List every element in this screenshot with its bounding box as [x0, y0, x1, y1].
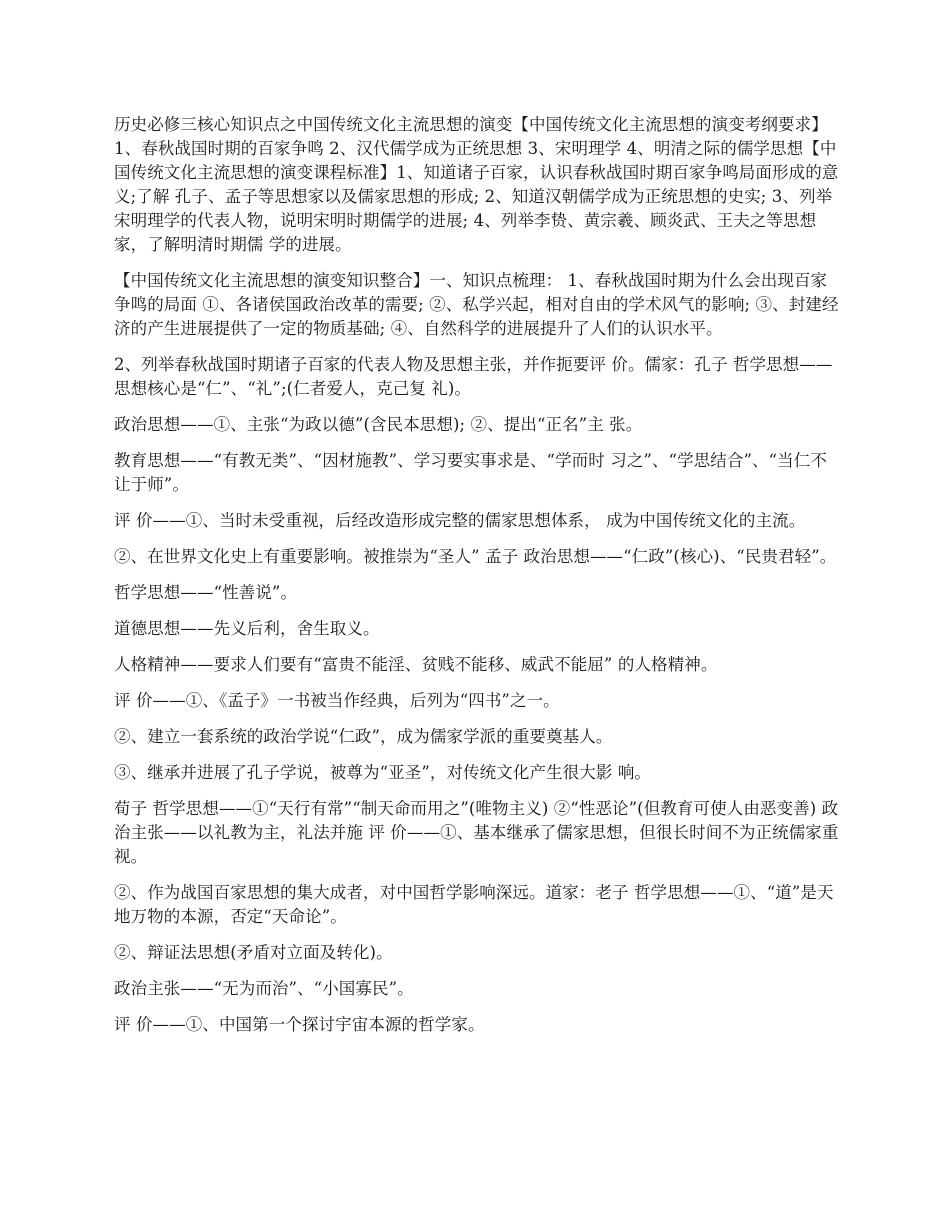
paragraph-5: 教育思想——“有教无类”、“因材施教”、学习要实事求是、“学而时 习之”、“学思结合”、“当仁不让于师”。 [114, 451, 827, 494]
paragraph-13: ③、继承并进展了孔子学说，被尊为“亚圣”，对传统文化产生很大影 响。 [114, 763, 652, 782]
paragraph-4: 政治思想——①、主张“为政以德”(含民本思想); ②、提出“正名”主 张。 [114, 415, 643, 434]
paragraph-6: 评 价——①、当时未受重视，后经改造形成完整的儒家思想体系， 成为中国传统文化的主流。 [114, 511, 806, 530]
paragraph-3: 2、列举春秋战国时期诸子百家的代表人物及思想主张，并作扼要评 价。儒家：孔子 哲学思想——思想核心是“仁”、“礼”;(仁者爱人，克己复 礼)。 [114, 355, 833, 398]
paragraph-18: 评 价——①、中国第一个探讨宇宙本源的哲学家。 [114, 1015, 485, 1034]
paragraph-10: 人格精神——要求人们要有“富贵不能淫、贫贱不能移、威武不能屈” 的人格精神。 [114, 655, 718, 674]
document-body [114, 113, 840, 1049]
paragraph-12: ②、建立一套系统的政治学说“仁政”，成为儒家学派的重要奠基人。 [114, 727, 613, 746]
paragraph-2: 【中国传统文化主流思想的演变知识整合】一、知识点梳理： 1、春秋战国时期为什么会出现百家争鸣的局面 ①、各诸侯国政治改革的需要; ②、私学兴起，相对自由的学术风气的影响; ③、封建经济的产生进展提供了一定的物质基础; ④、自然科学的进展提升了人们的认识水平。 [114, 271, 839, 338]
paragraph-15: ②、作为战国百家思想的集大成者，对中国哲学影响深远。道家：老子 哲学思想——①、“道”是天地万物的本源，否定“天命论”。 [114, 883, 834, 926]
paragraph-17: 政治主张——“无为而治”、“小国寡民”。 [114, 979, 414, 998]
paragraph-7: ②、在世界文化史上有重要影响。被推崇为“圣人” 孟子 政治思想——“仁政”(核心)、“民贵君轻”。 [114, 547, 837, 566]
paragraph-11: 评 价——①、《孟子》一书被当作经典，后列为“四书”之一。 [114, 691, 560, 710]
paragraph-16: ②、辩证法思想(矛盾对立面及转化)。 [114, 943, 393, 962]
paragraph-14: 荀子 哲学思想——①“天行有常”“制天命而用之”(唯物主义) ②“性恶论”(但教育可使人由恶变善) 政治主张——以礼教为主，礼法并施 评 价——①、基本继承了儒家思想，但很长时间不为正统儒家重视。 [114, 799, 839, 866]
paragraph-8: 哲学思想——“性善说”。 [114, 583, 298, 602]
paragraph-9: 道德思想——先义后利，舍生取义。 [114, 619, 380, 638]
paragraph-1: 历史必修三核心知识点之中国传统文化主流思想的演变【中国传统文化主流思想的演变考纲要求】1、春秋战国时期的百家争鸣 2、汉代儒学成为正统思想 3、宋明理学 4、明清之际的儒学思想【中国传统文化主流思想的演变课程标准】1、知道诸子百家，认识春秋战国时期百家争鸣局面形成的意义;了解 孔子、孟子等思想家以及儒家思想的形成; 2、知道汉朝儒学成为正统思想的史实; 3、列举宋明理学的代表人物，说明宋明时期儒学的进展; 4、列举李贽、黄宗羲、顾炎武、王夫之等思想家，了解明清时期儒 学的进展。 [114, 115, 839, 254]
